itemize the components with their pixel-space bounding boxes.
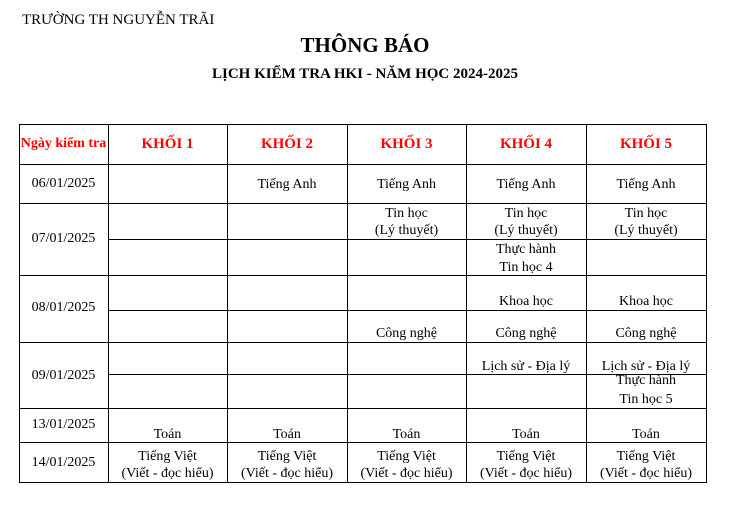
exam-cell: Tiếng Anh: [616, 177, 676, 192]
page-subtitle: LỊCH KIỂM TRA HKI - NĂM HỌC 2024-2025: [212, 66, 518, 82]
exam-cell: Khoa học: [618, 294, 674, 309]
grade-1-header: KHỐI 1: [141, 136, 194, 152]
grade-4-header: KHỐI 4: [499, 136, 553, 152]
exam-cell: Tin học 4: [499, 260, 553, 275]
exam-cell: Tiếng Việt: [138, 449, 197, 464]
exam-cell: Tin học: [504, 206, 548, 221]
exam-cell: Khoa học: [498, 294, 554, 309]
date-cell: 14/01/2025: [31, 455, 96, 470]
exam-cell: Tiếng Việt: [496, 449, 556, 464]
exam-cell: Thực hành: [495, 242, 557, 257]
exam-cell: Toán: [153, 427, 182, 442]
exam-cell: Tiếng Anh: [257, 177, 317, 192]
exam-cell: Tiếng Việt: [377, 449, 436, 464]
exam-cell: Tin học 5: [619, 392, 673, 407]
exam-cell: Thực hành: [615, 373, 677, 388]
exam-cell: Tin học: [385, 206, 428, 221]
date-cell: 06/01/2025: [31, 176, 96, 191]
exam-cell: Toán: [273, 427, 301, 442]
date-column-header: Ngày kiểm tra: [20, 136, 107, 151]
grade-3-header: KHỐI 3: [380, 136, 433, 152]
exam-cell: Lịch sử - Địa lý: [481, 359, 571, 374]
exam-cell: (Lý thuyết): [614, 223, 678, 238]
date-cell: 09/01/2025: [31, 368, 96, 383]
exam-cell: Toán: [632, 427, 660, 442]
grade-2-header: KHỐI 2: [260, 136, 314, 152]
exam-cell: (Viết - đọc hiểu): [360, 466, 453, 481]
exam-cell: Lịch sử - Địa lý: [601, 359, 691, 374]
exam-cell: (Lý thuyết): [494, 223, 558, 238]
exam-cell: Công nghệ: [495, 326, 557, 341]
exam-cell: Tin học: [624, 206, 668, 221]
page-title: THÔNG BÁO: [300, 33, 430, 57]
exam-cell: Toán: [392, 427, 421, 442]
date-cell: 07/01/2025: [31, 231, 96, 246]
exam-cell: (Lý thuyết): [374, 223, 439, 238]
exam-cell: Toán: [512, 427, 540, 442]
exam-cell: (Viết - đọc hiểu): [240, 466, 334, 481]
school-name: TRƯỜNG TH NGUYỄN TRÃI: [22, 12, 215, 28]
date-cell: 13/01/2025: [31, 417, 96, 432]
exam-cell: Tiếng Anh: [376, 177, 436, 192]
exam-cell: Tiếng Việt: [257, 449, 317, 464]
exam-cell: (Viết - đọc hiểu): [121, 466, 214, 481]
exam-cell: Tiếng Anh: [496, 177, 556, 192]
exam-cell: (Viết - đọc hiểu): [599, 466, 693, 481]
exam-cell: Công nghệ: [615, 326, 677, 341]
exam-cell: (Viết - đọc hiểu): [479, 466, 573, 481]
exam-cell: Tiếng Việt: [616, 449, 676, 464]
exam-cell: Công nghệ: [375, 326, 438, 341]
date-cell: 08/01/2025: [31, 300, 96, 315]
grade-5-header: KHỐI 5: [619, 136, 673, 152]
